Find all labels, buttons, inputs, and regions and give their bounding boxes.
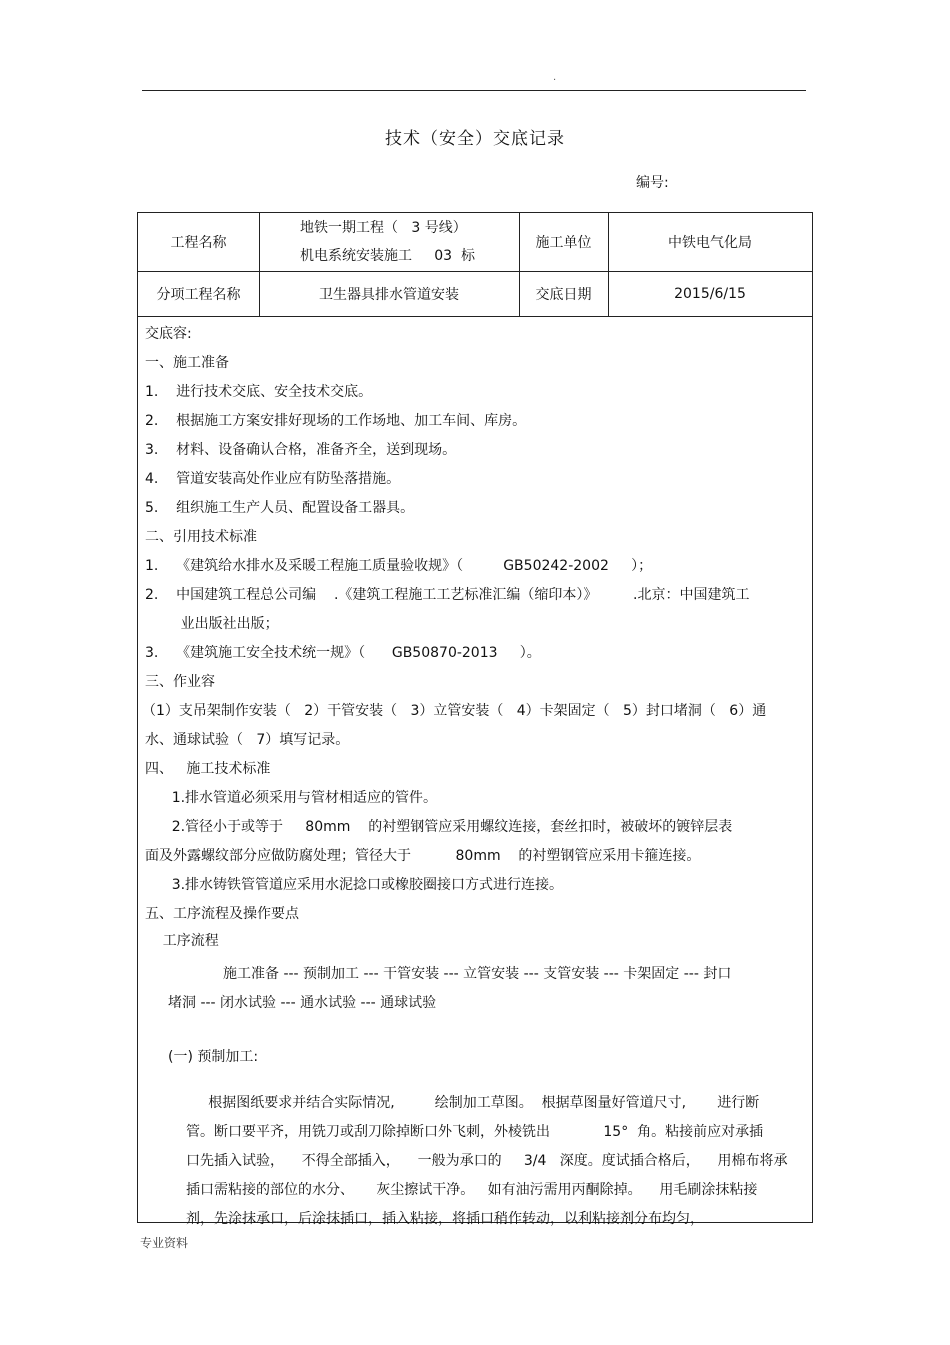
document-title: 技术（安全）交底记录 — [385, 129, 565, 149]
section-heading: 五、工序流程及操作要点 — [145, 906, 299, 922]
project-name-value-line1: 地铁一期工程（ 3 号线） — [300, 220, 467, 236]
project-name-value-line2: 机电系统安装施工 03 标 — [300, 248, 475, 264]
section-heading: 二、引用技术标准 — [145, 529, 257, 545]
subproject-name-value: 卫生器具排水管道安装 — [319, 286, 459, 303]
content-line: 2. 中国建筑工程总公司编 .《建筑工程施工工艺标准汇编（缩印本）》 .北京：中国建筑工 — [145, 587, 750, 603]
content-line: 1. 进行技术交底、安全技术交底。 — [145, 384, 373, 400]
construction-unit-value: 中铁电气化局 — [668, 235, 752, 251]
project-name-label: 工程名称 — [170, 235, 227, 251]
prefab-paragraph-line: 插口需粘接的部位的水分、 灰尘擦试干净。 如有油污需用丙酮除掉。 用毛刷涂抹粘接 — [186, 1182, 758, 1198]
footer-label: 专业资料 — [140, 1236, 189, 1250]
content-line: 水、通球试验（ 7）填写记录。 — [145, 732, 350, 748]
content-line: 2. 根据施工方案安排好现场的工作场地、加工车间、库房。 — [145, 413, 527, 429]
content-line: 工序流程 — [145, 933, 219, 949]
prefab-heading: (一) 预制加工: — [168, 1049, 259, 1065]
header-dot: . — [553, 72, 557, 83]
prefab-paragraph-line: 根据图纸要求并结合实际情况, 绘制加工草图。 根据草图量好管道尺寸, 进行断 — [186, 1095, 760, 1111]
disclosure-date-value: 2015/6/15 — [674, 285, 746, 302]
prefab-paragraph-line: 管。断口要平齐，用铣刀或刮刀除掉断口外飞刺，外棱铣出 15° 角。粘接前应对承插 — [186, 1124, 764, 1140]
content-line: 1. 《建筑给水排水及采暖工程施工质量验收规》（ GB50242-2002 ）； — [145, 558, 653, 574]
row-divider — [138, 316, 812, 317]
section-heading: 一、施工准备 — [145, 355, 229, 371]
content-line: 5. 组织施工生产人员、配置设备工器具。 — [145, 500, 415, 516]
construction-unit-label: 施工单位 — [535, 235, 592, 251]
content-line: 交底容: — [145, 326, 192, 342]
content-line: 面及外露螺纹部分应做防腐处理；管径大于 80mm 的衬塑钢管应采用卡箍连接。 — [145, 848, 701, 864]
subproject-name-label: 分项工程名称 — [156, 286, 241, 303]
content-line: 4. 管道安装高处作业应有防坠落措施。 — [145, 471, 401, 487]
prefab-paragraph-line: 剂，先涂抹承口，后涂抹插口，插入粘接，将插口稍作转动，以利粘接剂分布均匀， — [186, 1211, 704, 1227]
prefab-paragraph-line: 口先插入试验， 不得全部插入， 一般为承口的 3/4 深度。度试插合格后， 用棉布将承 — [186, 1153, 788, 1169]
content-line: 2.管径小于或等于 80mm 的衬塑钢管应采用螺纹连接，套丝扣时，被破坏的镀锌层表 — [145, 819, 733, 835]
process-flow-line2: 堵洞 --- 闭水试验 --- 通水试验 --- 通球试验 — [168, 995, 437, 1011]
content-line: （1）支吊架制作安装（ 2）干管安装（ 3）立管安装（ 4）卡架固定（ 5）封口堵洞（ 6）通 — [142, 703, 767, 719]
content-line: 3. 材料、设备确认合格，准备齐全，送到现场。 — [145, 442, 457, 458]
content-line: 3.排水铸铁管管道应采用水泥捻口或橡胶圈接口方式进行连接。 — [145, 877, 564, 893]
section-heading: 四、 施工技术标准 — [145, 761, 271, 777]
disclosure-table — [137, 212, 813, 1227]
content-line: 1.排水管道必须采用与管材相适应的管件。 — [145, 790, 438, 806]
content-line: 3. 《建筑施工安全技术统一规》（ GB50870-2013 ）。 — [145, 645, 541, 661]
content-line: 业出版社出版； — [145, 616, 279, 632]
serial-number-label: 编号: — [636, 175, 669, 191]
disclosure-date-label: 交底日期 — [535, 286, 592, 303]
process-flow-line1: 施工准备 --- 预制加工 --- 干管安装 --- 立管安装 --- 支管安装 --- 卡架固定 --- 封口 — [223, 966, 732, 982]
section-heading: 三、作业容 — [145, 674, 215, 690]
header-rule — [142, 90, 806, 91]
